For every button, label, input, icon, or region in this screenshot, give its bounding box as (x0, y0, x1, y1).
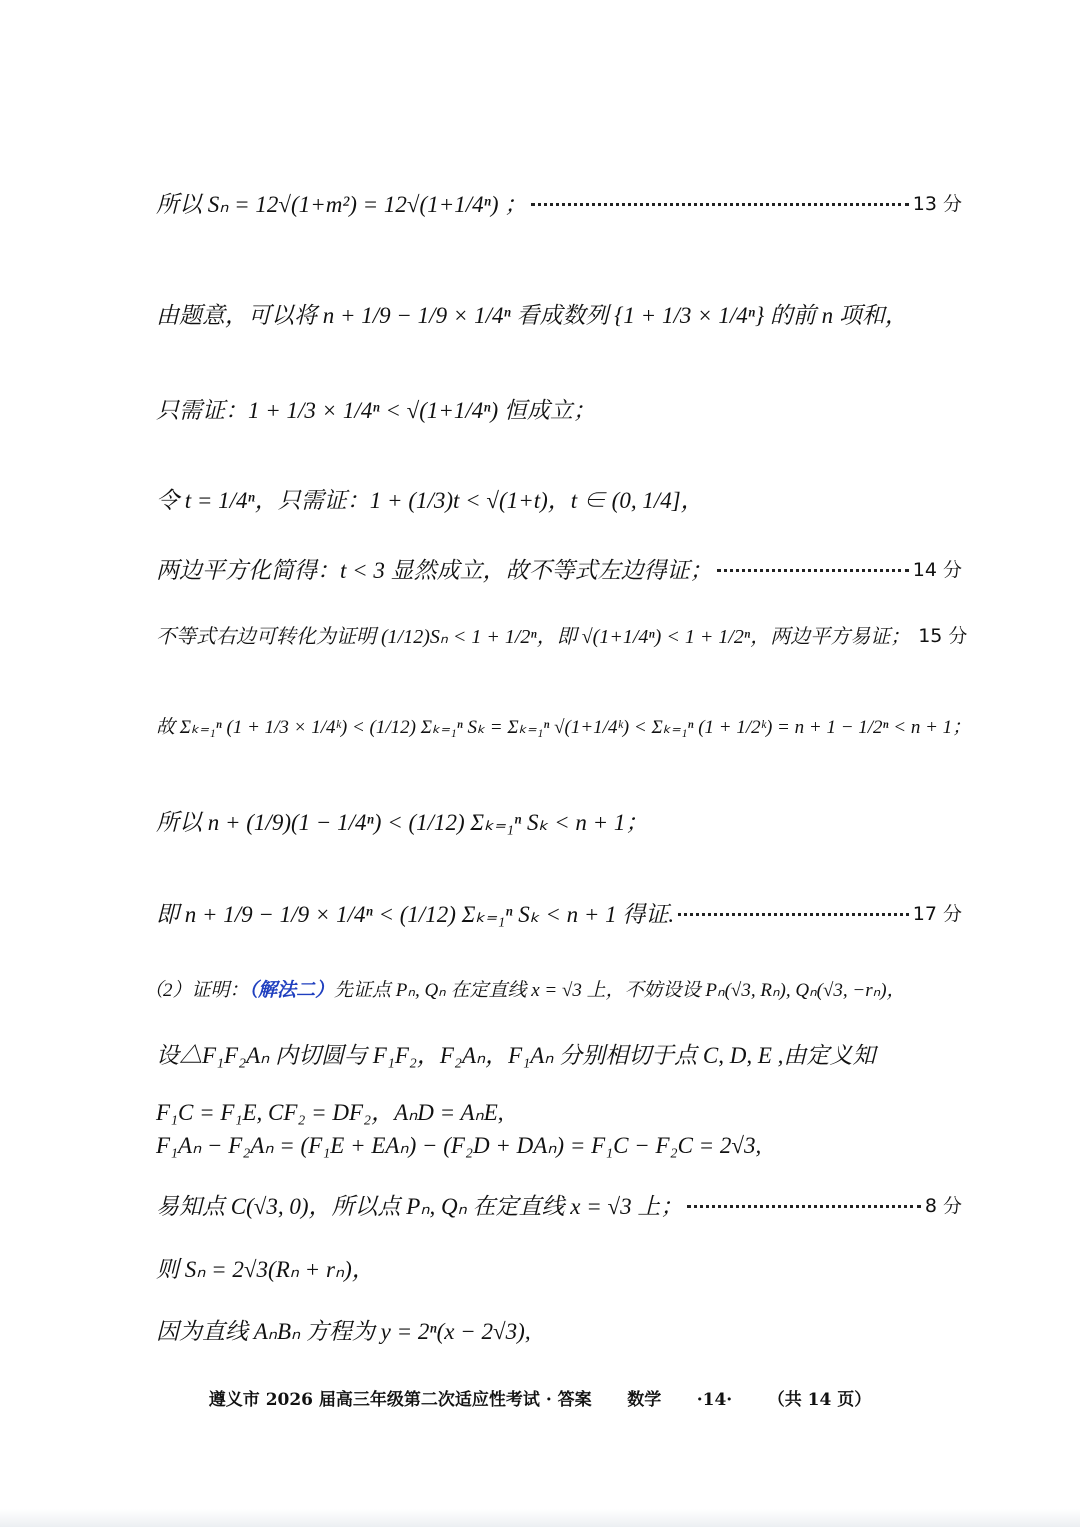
line-proof-method-two (144, 975, 962, 1002)
proof-prefix: （2）证明： (144, 980, 249, 1001)
line-text: 所以 Sₙ = 12√(1+m²) = 12√(1+1/4ⁿ) ； (156, 192, 528, 217)
score-label: 13 分 (912, 193, 962, 215)
line-square-both-sides (156, 552, 962, 585)
line-right-inequality (156, 620, 968, 649)
line-need-prove (156, 392, 962, 425)
line-text (144, 975, 906, 1002)
line-text: 由题意，可以将 n + 1/9 − 1/9 × 1/4ⁿ 看成数列 {1 + 1/3 × 1/4ⁿ} 的前 n 项和， (156, 303, 908, 328)
method-label: （解法二） (248, 980, 335, 1001)
line-incircle (156, 1037, 962, 1070)
line-text: 所以 n + (1/9)(1 − 1/4ⁿ) < (1/12) Σₖ₌₁ⁿ Sₖ < n + 1； (156, 810, 649, 835)
score-label: 14 分 (912, 559, 962, 581)
line-text: 则 Sₙ = 2√3(Rₙ + rₙ)， (156, 1257, 375, 1282)
line-summation-chain (156, 712, 972, 739)
dot-leader (687, 1205, 920, 1208)
dot-leader (678, 913, 909, 916)
line-text: 即 n + 1/9 − 1/9 × 1/4ⁿ < (1/12) Σₖ₌₁ⁿ Sₖ < n + 1 得证. (156, 902, 675, 927)
line-therefore-bound (156, 804, 962, 837)
scan-edge (0, 1509, 1080, 1527)
score-label: 17 分 (912, 903, 962, 925)
page-footer: 遵义市 2026 届高三年级第二次适应性考试 · 答案 数学 ·14· （共 14 页） (208, 1390, 872, 1410)
line-focal-difference (156, 1133, 962, 1159)
line-sequence-view (156, 297, 962, 330)
dot-leader (717, 569, 909, 572)
line-area-formula (156, 1251, 962, 1284)
line-substitute-t (156, 482, 962, 515)
line-text: 不等式右边可转化为证明 (1/12)Sₙ < 1 + 1/2ⁿ，即 √(1+1/4ⁿ) < 1 + 1/2ⁿ，两边平方易证； (156, 626, 911, 648)
line-text: F₁C = F₁E, CF₂ = DF₂，AₙD = AₙE, (156, 1100, 504, 1125)
score-label: 8 分 (924, 1195, 962, 1217)
line-text: 因为直线 AₙBₙ 方程为 y = 2ⁿ(x − 2√3), (156, 1319, 531, 1344)
line-text: 易知点 C(√3, 0)，所以点 Pₙ, Qₙ 在定直线 x = √3 上； (156, 1194, 684, 1219)
line-tangent-equalities (156, 1094, 962, 1127)
line-text: 故 Σₖ₌₁ⁿ (1 + 1/3 × 1/4ᵏ) < (1/12) Σₖ₌₁ⁿ Sₖ = Σₖ₌₁ⁿ √(1+1/4ᵏ) < Σₖ₌₁ⁿ (1 + 1/2ᵏ) = n + 1 − 1/2ⁿ < n + 1； (156, 717, 972, 738)
line-fixed-line (156, 1188, 962, 1221)
line-text: F₁Aₙ − F₂Aₙ = (F₁E + EAₙ) − (F₂D + DAₙ) = F₁C − F₂C = 2√3, (156, 1133, 762, 1158)
score-label: 15 分 (918, 625, 968, 647)
line-text: 只需证：1 + 1/3 × 1/4ⁿ < √(1+1/4ⁿ) 恒成立； (156, 398, 596, 423)
line-line-equation (156, 1313, 962, 1346)
dot-leader (531, 203, 909, 206)
line-text: 两边平方化简得：t < 3 显然成立，故不等式左边得证； (156, 558, 713, 583)
line-text: 设△F₁F₂Aₙ 内切圆与 F₁F₂，F₂Aₙ，F₁Aₙ 分别相切于点 C, D, E ,由定义知 (156, 1043, 876, 1068)
line-conclusion (156, 896, 962, 929)
line-text: 令 t = 1/4ⁿ，只需证：1 + (1/3)t < √(1+t)，t ∈ (0, 1/4]， (156, 488, 704, 513)
proof-rest: 先证点 Pₙ, Qₙ 在定直线 x = √3 上，不妨设设 Pₙ(√3, Rₙ), Qₙ(√3, −rₙ)， (334, 980, 906, 1001)
line-sn-formula (156, 186, 962, 219)
